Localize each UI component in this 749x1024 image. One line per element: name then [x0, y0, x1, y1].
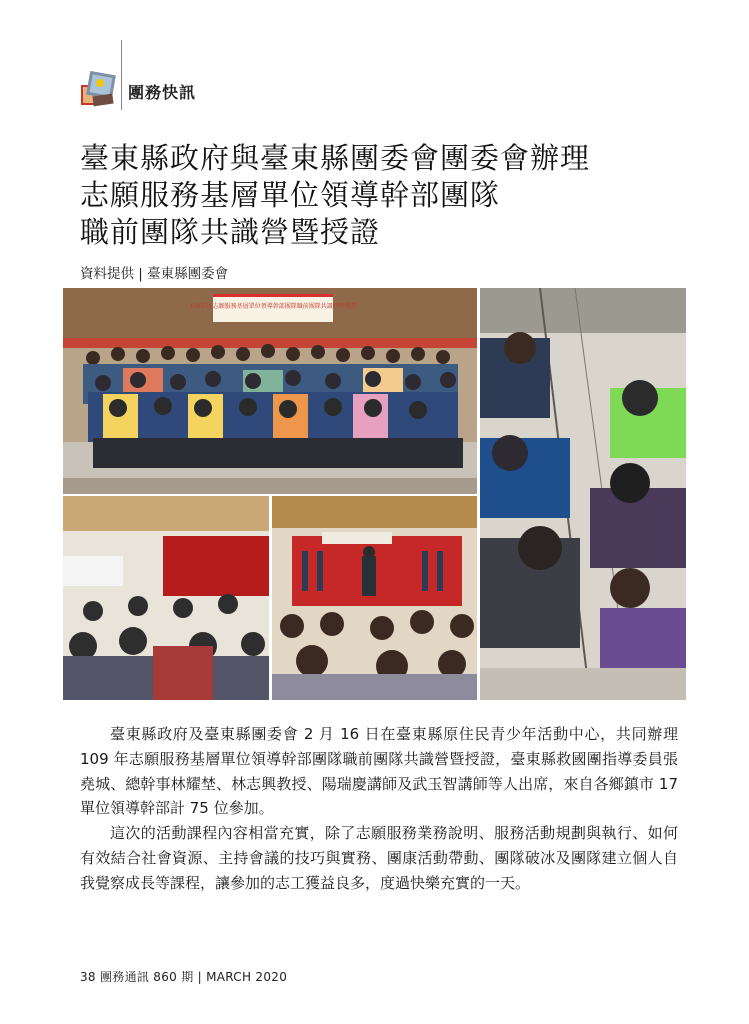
article-credit: 資料提供 | 臺東縣團委會 — [80, 266, 229, 282]
auditorium-stage-photo — [272, 496, 477, 700]
article-paragraph: 臺東縣政府及臺東縣團委會 2 月 16 日在臺東縣原住民青少年活動中心，共同辦理 109 年志願服務基層單位領導幹部團隊職前團隊共識營暨授證，臺東縣救國團指導委員張堯城、總幹事林耀埜、林志興教授、陽瑞慶講師及武玉智講師等人出席，來自各鄉鎮市 17 單位領導幹部計 75 位參加。 — [80, 725, 678, 818]
section-logo-icon — [80, 71, 118, 107]
photo-collage — [63, 288, 686, 700]
header-divider — [121, 40, 122, 110]
title-line: 臺東縣政府與臺東縣團委會團委會辦理 — [80, 141, 591, 175]
title-line: 志願服務基層單位領導幹部團隊 — [80, 178, 501, 212]
group-photo — [63, 288, 477, 494]
auditorium-left-photo — [63, 496, 269, 700]
article-paragraph: 這次的活動課程內容相當充實，除了志願服務業務說明、服務活動規劃與執行、如何有效結合社會資源、主持會議的技巧與實務、團康活動帶動、團隊破冰及團隊建立個人自我覺察成長等課程，讓參加的志工獲益良多，度過快樂充實的一天。 — [80, 824, 678, 892]
title-line: 職前團隊共識營暨授證 — [80, 215, 381, 249]
banner-text: 109年度志願服務基層單位領導幹部團隊職前團隊共識營暨授證 — [189, 303, 357, 310]
floor-activity-photo — [480, 288, 686, 700]
page-footer: 38 團務通訊 860 期 | MARCH 2020 — [80, 970, 288, 984]
article-title — [80, 140, 720, 251]
section-label: 團務快訊 — [128, 83, 197, 102]
article-body — [80, 722, 678, 896]
